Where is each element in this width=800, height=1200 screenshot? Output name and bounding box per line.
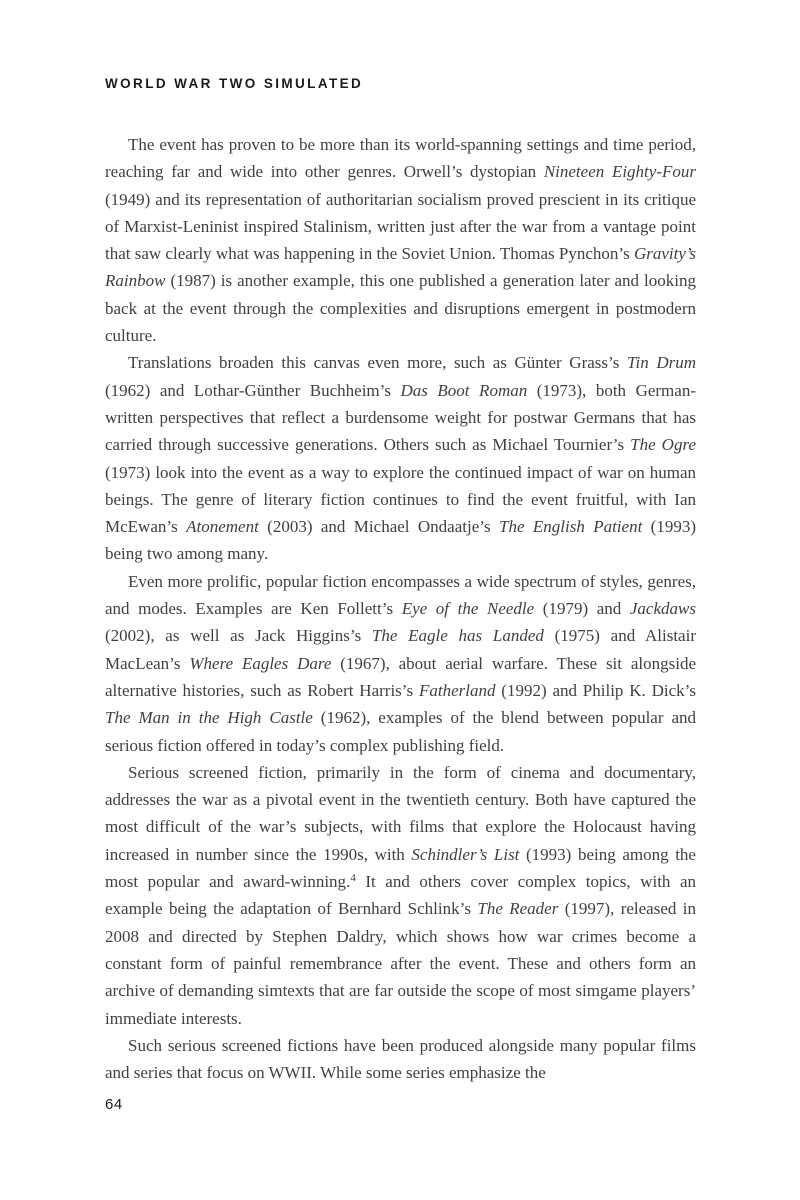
title-run: Nineteen Eighty-Four (543, 162, 696, 182)
text-run: (1992) and Philip K. Dick’s (495, 680, 696, 700)
title-run: Tin Drum (626, 353, 696, 373)
running-header: WORLD WAR TWO SIMULATED (105, 76, 364, 91)
text-run: (1979) and (534, 599, 630, 619)
text-run: (1993) being two among many. (105, 517, 697, 564)
text-run: (1973) look into the event as a way to explore the continued impact of war on human beings. The genre of literary fiction continues to find the event fruitful, with Ian McEwan’s (105, 462, 696, 537)
paragraph (105, 349, 696, 567)
text-run: It and others cover complex topics, with an example being the adaptation of Bernhard Schlink’s (105, 872, 696, 919)
text-run: Such serious screened fictions have been produced alongside many popular films and series that focus on WWII. While some series emphasize the (105, 1035, 696, 1083)
title-run: Where Eagles Dare (189, 653, 332, 673)
title-run: Gravity’s Rainbow (105, 244, 696, 291)
text-run: (1993) being among the most popular and award-winning. (105, 844, 696, 892)
body-text (105, 131, 696, 1086)
title-run: Schindler’s List (411, 844, 520, 864)
text-run: (1949) and its representation of authoritarian socialism proved prescient in its critique of Marxist-Leninist inspired Stalinism, written just after the war from a vantage point that saw clearly what was happening in the Soviet Union. Thomas Pynchon’s (105, 189, 696, 264)
title-run: Atonement (186, 517, 259, 537)
text-run: (1975) and Alistair MacLean’s (105, 626, 696, 673)
title-run: The Ogre (630, 435, 696, 455)
paragraph (105, 759, 696, 1032)
title-run: Das Boot Roman (400, 380, 528, 400)
text-run: (1962), examples of the blend between popular and serious fiction offered in today’s complex publishing field. (105, 708, 696, 755)
text-run: (2002), as well as Jack Higgins’s (105, 626, 372, 646)
title-run: The Eagle has Landed (371, 626, 544, 646)
text-run: (2003) and Michael Ondaatje’s (258, 517, 499, 537)
text-run: (1987) is another example, this one published a generation later and looking back at the event through the complexities and disruptions emergent in postmodern culture. (105, 271, 696, 346)
paragraph (105, 1032, 696, 1087)
title-run: The Reader (477, 899, 559, 919)
title-run: Jackdaws (629, 599, 696, 619)
paragraph (105, 131, 696, 349)
text-run: (1962) and Lothar-Günther Buchheim’s (105, 380, 401, 400)
text-run: (1973), both German-written perspectives that reflect a burdensome weight for postwar Germans that has carried through successive generations. Others such as Michael Tournier’s (105, 380, 696, 455)
page-number: 64 (105, 1096, 123, 1113)
text-run: Serious screened fiction, primarily in the form of cinema and documentary, addresses the war as a pivotal event in the twentieth century. Both have captured the most difficult of the war’s subjects, with films that explore the Holocaust having increased in number since the 1990s, with (105, 762, 696, 864)
title-run: The English Patient (498, 517, 643, 537)
title-run: The Man in the High Castle (105, 708, 313, 728)
text-run: (1997), released in 2008 and directed by Stephen Daldry, which shows how war crimes become a constant form of painful remembrance after the event. These and others form an archive of demanding simtexts that are far outside the scope of most simgame players’ immediate interests. (105, 899, 696, 1028)
text-run: Translations broaden this canvas even more, such as Günter Grass’s (128, 353, 627, 373)
text-run: (1967), about aerial warfare. These sit alongside alternative histories, such as Robert Harris’s (105, 653, 696, 700)
footnote-ref: 4 (350, 872, 356, 885)
text-run: Even more prolific, popular fiction encompasses a wide spectrum of styles, genres, and modes. Examples are Ken Follett’s (105, 571, 696, 619)
paragraph (105, 568, 696, 759)
title-run: Eye of the Needle (401, 599, 535, 619)
title-run: Fatherland (418, 680, 496, 700)
text-run: The event has proven to be more than its world-spanning settings and time period, reaching far and wide into other genres. Orwell’s dystopian (105, 135, 696, 182)
